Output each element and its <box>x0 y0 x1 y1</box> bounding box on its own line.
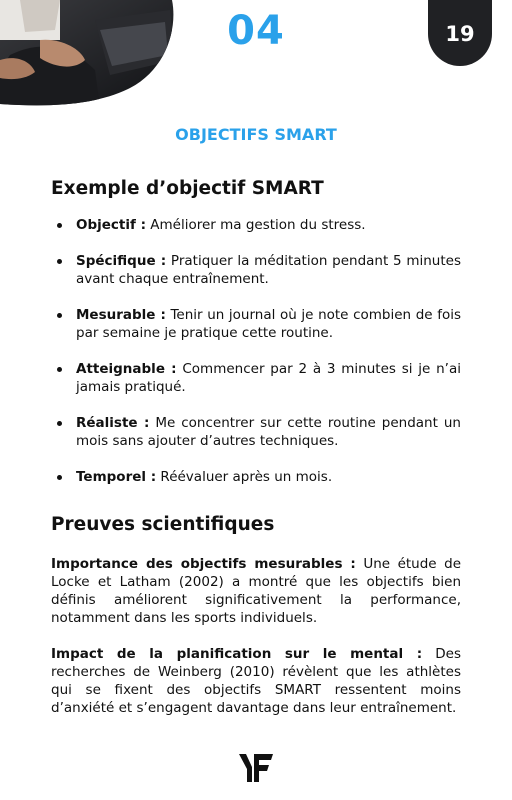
list-item <box>51 216 461 234</box>
list-item <box>51 360 461 396</box>
paragraph-text: Des recherches de Weinberg (2010) révèlent que les athlètes qui se fixent des objectifs SMART ressentent moins d’anxiété et s’engagent davantage dans leur entraînement. <box>51 646 462 716</box>
item-term: Réaliste : <box>76 415 150 431</box>
paragraph-term: Impact de la planification sur le mental : <box>51 646 423 662</box>
page-number: 19 <box>445 22 475 46</box>
item-term: Mesurable : <box>76 307 166 323</box>
item-text: Pratiquer la méditation pendant 5 minutes avant chaque entraînement. <box>76 253 461 287</box>
item-text: Commencer par 2 à 3 minutes si je n’ai jamais pratiqué. <box>76 361 461 395</box>
paragraph-term: Importance des objectifs mesurables : <box>51 556 356 572</box>
list-item <box>51 414 461 450</box>
section-label: OBJECTIFS SMART <box>175 125 337 144</box>
evidence-heading: Preuves scientifiques <box>51 514 275 535</box>
paragraph-text: Une étude de Locke et Latham (2002) a montré que les objectifs bien définis améliorent significativement la performance, notamment dans les sports individuels. <box>51 556 462 626</box>
smart-list <box>51 216 461 504</box>
list-item <box>51 468 461 486</box>
chapter-number: 04 <box>227 8 285 54</box>
item-term: Spécifique : <box>76 253 167 269</box>
page-number-badge <box>428 0 492 66</box>
item-text: Tenir un journal où je note combien de fois par semaine je pratique cette routine. <box>76 307 461 341</box>
item-term: Objectif : <box>76 217 146 233</box>
evidence-paragraph <box>51 555 461 627</box>
list-item <box>51 252 461 288</box>
evidence-paragraph <box>51 645 461 717</box>
item-text: Me concentrer sur cette routine pendant un mois sans ajouter d’autres techniques. <box>76 415 461 449</box>
item-text: Réévaluer après un mois. <box>156 469 333 485</box>
example-heading: Exemple d’objectif SMART <box>51 178 324 199</box>
item-term: Atteignable : <box>76 361 177 377</box>
yf-logo-icon <box>238 753 274 783</box>
item-text: Améliorer ma gestion du stress. <box>145 217 366 233</box>
list-item <box>51 306 461 342</box>
item-term: Temporel : <box>76 469 157 485</box>
